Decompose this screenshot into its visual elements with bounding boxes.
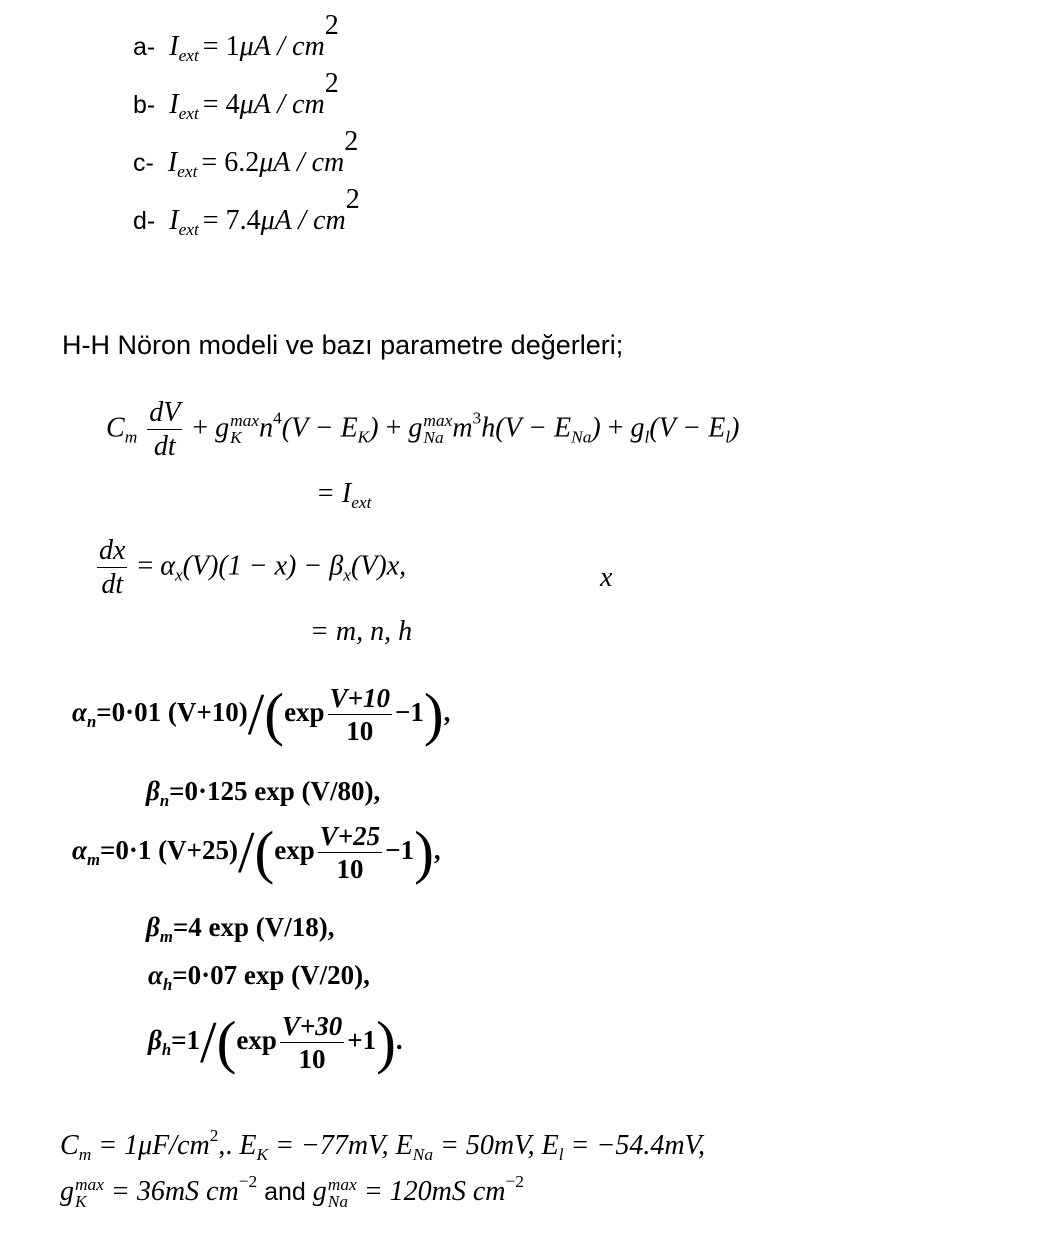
option-list: [133, 4, 360, 240]
option-unit: μA / cm: [259, 147, 345, 178]
dv-dt-fraction: $\frac{dV}{dt}$: [149, 397, 181, 463]
option-value: 7.4: [225, 205, 261, 236]
option-value: 6.2: [224, 147, 260, 178]
option-a: a- $I_{ext} = 1\mu A / cm2$: [133, 10, 339, 66]
rate-beta-h: $\beta_h=1/(\exp$ $\frac{V+30}{10}$ +1).: [148, 1009, 403, 1076]
section-heading: H-H Nöron modeli ve bazı parametre değerleri;: [62, 330, 624, 360]
option-unit: μA / cm: [239, 31, 325, 62]
parameter-line-1: $C_m = 1\mu F/cm^2$,. $E_K = -77mV$, $E_{Na} = 50mV$, $E_l = -54.4mV$,: [60, 1126, 706, 1165]
hh-equation-rhs: = $I_{ext}$: [316, 478, 372, 513]
option-d: d- $I_{ext} = 7.4\mu A / cm2$: [133, 184, 360, 240]
option-unit: μA / cm: [260, 205, 346, 236]
option-value: 4: [225, 89, 240, 120]
option-c: c- $I_{ext} = 6.2\mu A / cm2$: [133, 126, 359, 182]
option-label: d-: [133, 207, 156, 235]
rate-beta-m: $\beta_m=4$ exp (V/18),: [146, 912, 335, 946]
rate-beta-n: $\beta_n=0\cdot 125$ exp (V/80),: [146, 776, 381, 810]
gating-equation-rhs: = m, n, h: [310, 616, 413, 647]
option-label: b-: [133, 91, 156, 119]
parameter-line-2: g max K = 36mS $cm^{-2}$ and g max Na = 120mS $cm^{-2}$: [60, 1172, 524, 1211]
option-value: 1: [225, 31, 240, 62]
option-label: a-: [133, 33, 156, 61]
rate-alpha-h: $\alpha_h=0\cdot 07$ exp (V/20),: [148, 960, 370, 994]
gating-equation: $\frac{dx}{dt}$ = $\alpha_x(V)(1 - x) - \beta_x(V)x$,: [99, 535, 407, 601]
rate-alpha-m: $\alpha_m=0\cdot 1$ (V+25)/(exp $\frac{V+25}{10}$ −1),: [72, 819, 441, 886]
option-unit: μA / cm: [239, 89, 325, 120]
gating-variable-label: x: [600, 562, 613, 593]
option-label: c-: [133, 149, 154, 177]
hh-equation: $C_m$ $\frac{dV}{dt}$ + g max K $n^4(V - E_K) + g$ max Na $m^3h(V - E_{Na}) + g_l(V - E_l)$: [106, 397, 740, 463]
dx-dt-fraction: $\frac{dx}{dt}$: [99, 535, 126, 601]
rate-alpha-n: $\alpha_n=0\cdot 01$ (V+10)/(exp $\frac{V+10}{10}$ −1),: [72, 681, 451, 748]
option-b: b- $I_{ext} = 4\mu A / cm2$: [133, 68, 339, 124]
